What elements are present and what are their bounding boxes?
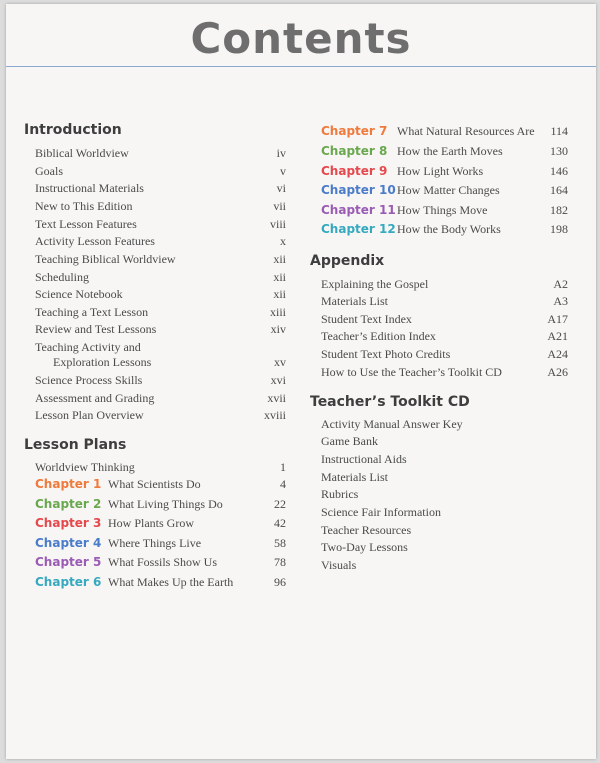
entry-page: 198 — [550, 222, 568, 236]
entry-label: Text Lesson Features — [35, 217, 137, 231]
toc-entry[interactable] — [35, 164, 286, 179]
entry-label-line1: Teaching Activity and — [35, 340, 141, 354]
chapter-title: How Plants Grow — [108, 516, 194, 530]
entry-page: viii — [269, 217, 286, 231]
toolkit-heading: Teacher’s Toolkit CD — [310, 394, 470, 410]
entry-page: 4 — [280, 477, 286, 491]
entry-label: Rubrics — [321, 487, 359, 501]
entry-label: Goals — [35, 164, 63, 178]
entry-label-line2: Exploration Lessons — [53, 355, 152, 369]
chapter-number: Chapter 6 — [35, 575, 102, 589]
entry-label: Worldview Thinking — [35, 460, 135, 474]
entry-label — [35, 340, 286, 370]
toc-entry[interactable] — [35, 322, 286, 337]
chapter-number: Chapter 9 — [321, 164, 388, 178]
entry-label: Materials List — [321, 470, 388, 484]
toc-entry[interactable] — [321, 417, 568, 432]
toc-entry[interactable] — [321, 329, 568, 344]
chapter-number: Chapter 5 — [35, 555, 102, 569]
toc-entry[interactable] — [35, 408, 286, 423]
chapter-entry[interactable] — [321, 164, 568, 179]
toc-entry[interactable] — [35, 340, 286, 370]
entry-label: Teaching a Text Lesson — [35, 305, 149, 319]
page-title: Contents — [190, 14, 412, 63]
entry-page: 1 — [280, 460, 286, 474]
toc-entry[interactable] — [321, 540, 568, 555]
chapter-title: What Living Things Do — [108, 497, 223, 511]
entry-page: xii — [273, 270, 286, 284]
chapter-entry[interactable] — [321, 144, 568, 159]
entry-page: A17 — [547, 312, 568, 326]
toc-entry[interactable] — [321, 434, 568, 449]
toc-entry[interactable] — [321, 452, 568, 467]
toc-entry[interactable] — [321, 294, 568, 309]
chapter-entry[interactable] — [35, 536, 286, 551]
chapter-title: How Matter Changes — [397, 183, 500, 197]
entry-page: 164 — [550, 183, 568, 197]
entry-page: x — [280, 234, 286, 248]
toc-entry[interactable] — [35, 460, 286, 475]
toc-entry[interactable] — [35, 373, 286, 388]
entry-page: 58 — [274, 536, 286, 550]
entry-page: xvi — [270, 373, 286, 387]
chapter-entry[interactable] — [321, 222, 568, 237]
entry-page: 78 — [274, 555, 286, 569]
entry-page: vii — [273, 199, 286, 213]
chapter-entry[interactable] — [35, 497, 286, 512]
toc-entry[interactable] — [321, 505, 568, 520]
chapter-number: Chapter 10 — [321, 183, 396, 197]
entry-label: Materials List — [321, 294, 388, 308]
entry-label: Explaining the Gospel — [321, 277, 429, 291]
toc-entry[interactable] — [35, 287, 286, 302]
chapter-entry[interactable] — [321, 124, 568, 139]
entry-label: Activity Manual Answer Key — [321, 417, 463, 431]
chapter-entry[interactable] — [321, 183, 568, 198]
toc-entry[interactable] — [321, 277, 568, 292]
toc-entry[interactable] — [321, 365, 568, 380]
entry-page: 146 — [550, 164, 568, 178]
entry-label: Assessment and Grading — [35, 391, 155, 405]
entry-label: Science Fair Information — [321, 505, 441, 519]
entry-label: New to This Edition — [35, 199, 133, 213]
chapter-number: Chapter 12 — [321, 222, 396, 236]
entry-label: Two-Day Lessons — [321, 540, 408, 554]
chapter-title: What Makes Up the Earth — [108, 575, 234, 589]
chapter-title: How Light Works — [397, 164, 484, 178]
chapter-entry[interactable] — [35, 516, 286, 531]
entry-label: Instructional Materials — [35, 181, 144, 195]
toc-entry[interactable] — [35, 391, 286, 406]
chapter-title: How the Body Works — [397, 222, 501, 236]
entry-page: xiv — [270, 322, 286, 336]
toc-entry[interactable] — [35, 181, 286, 196]
entry-page: 114 — [550, 124, 568, 138]
entry-page: xii — [273, 287, 286, 301]
lesson-plans-heading: Lesson Plans — [24, 437, 127, 453]
entry-label: Game Bank — [321, 434, 378, 448]
toc-entry[interactable] — [35, 252, 286, 267]
appendix-heading: Appendix — [310, 253, 385, 269]
entry-page: v — [280, 164, 286, 178]
chapter-entry[interactable] — [35, 477, 286, 492]
entry-label: Student Text Index — [321, 312, 412, 326]
chapter-title: How Things Move — [397, 203, 488, 217]
chapter-title: How the Earth Moves — [397, 144, 503, 158]
entry-page: xvii — [267, 391, 286, 405]
chapter-entry[interactable] — [35, 555, 286, 570]
entry-label: Science Process Skills — [35, 373, 143, 387]
chapter-entry[interactable] — [35, 575, 286, 590]
entry-page: xii — [273, 252, 286, 266]
entry-label: Scheduling — [35, 270, 89, 284]
entry-label: Student Text Photo Credits — [321, 347, 451, 361]
entry-label: Teacher’s Edition Index — [321, 329, 436, 343]
entry-label: Teacher Resources — [321, 523, 412, 537]
entry-page: A3 — [553, 294, 568, 308]
toc-entry[interactable] — [321, 487, 568, 502]
chapter-number: Chapter 2 — [35, 497, 102, 511]
chapter-number: Chapter 4 — [35, 536, 102, 550]
chapter-number: Chapter 7 — [321, 124, 388, 138]
entry-page: 182 — [550, 203, 568, 217]
entry-page: vi — [276, 181, 286, 195]
chapter-number: Chapter 11 — [321, 203, 396, 217]
chapter-title: Where Things Live — [108, 536, 202, 550]
entry-label: Teaching Biblical Worldview — [35, 252, 176, 266]
chapter-number: Chapter 1 — [35, 477, 102, 491]
entry-page: A26 — [547, 365, 568, 379]
toc-entry[interactable] — [321, 470, 568, 485]
toc-entry[interactable] — [35, 305, 286, 320]
entry-label: Visuals — [321, 558, 357, 572]
contents-page — [6, 4, 596, 759]
entry-page: xv — [274, 355, 286, 369]
entry-page: A2 — [553, 277, 568, 291]
toc-entry[interactable] — [35, 217, 286, 232]
entry-label: Lesson Plan Overview — [35, 408, 144, 422]
introduction-heading: Introduction — [24, 122, 122, 138]
entry-label: Instructional Aids — [321, 452, 407, 466]
toc-entry[interactable] — [35, 234, 286, 249]
toc-entry[interactable] — [321, 523, 568, 538]
entry-page: A24 — [547, 347, 568, 361]
entry-page: 96 — [274, 575, 286, 589]
chapter-title: What Fossils Show Us — [108, 555, 218, 569]
entry-label: How to Use the Teacher’s Toolkit CD — [321, 365, 502, 379]
chapter-number: Chapter 8 — [321, 144, 388, 158]
entry-label: Activity Lesson Features — [35, 234, 155, 248]
toc-entry[interactable] — [321, 312, 568, 327]
entry-page: A21 — [547, 329, 568, 343]
chapter-entry[interactable] — [321, 203, 568, 218]
chapter-title: What Scientists Do — [108, 477, 201, 491]
chapter-title: What Natural Resources Are — [397, 124, 535, 138]
entry-label: Science Notebook — [35, 287, 123, 301]
entry-page: xiii — [269, 305, 286, 319]
toc-entry[interactable] — [321, 347, 568, 362]
entry-page: 22 — [274, 497, 286, 511]
toc-entry[interactable] — [35, 199, 286, 214]
title-divider — [6, 66, 596, 67]
entry-page: 42 — [274, 516, 286, 530]
toc-entry[interactable] — [321, 558, 568, 573]
entry-page: xviii — [263, 408, 286, 422]
toc-entry[interactable] — [35, 270, 286, 285]
entry-page: iv — [276, 146, 286, 160]
entry-page: 130 — [550, 144, 568, 158]
entry-label: Review and Test Lessons — [35, 322, 157, 336]
toc-entry[interactable] — [35, 146, 286, 161]
entry-label: Biblical Worldview — [35, 146, 129, 160]
chapter-number: Chapter 3 — [35, 516, 102, 530]
